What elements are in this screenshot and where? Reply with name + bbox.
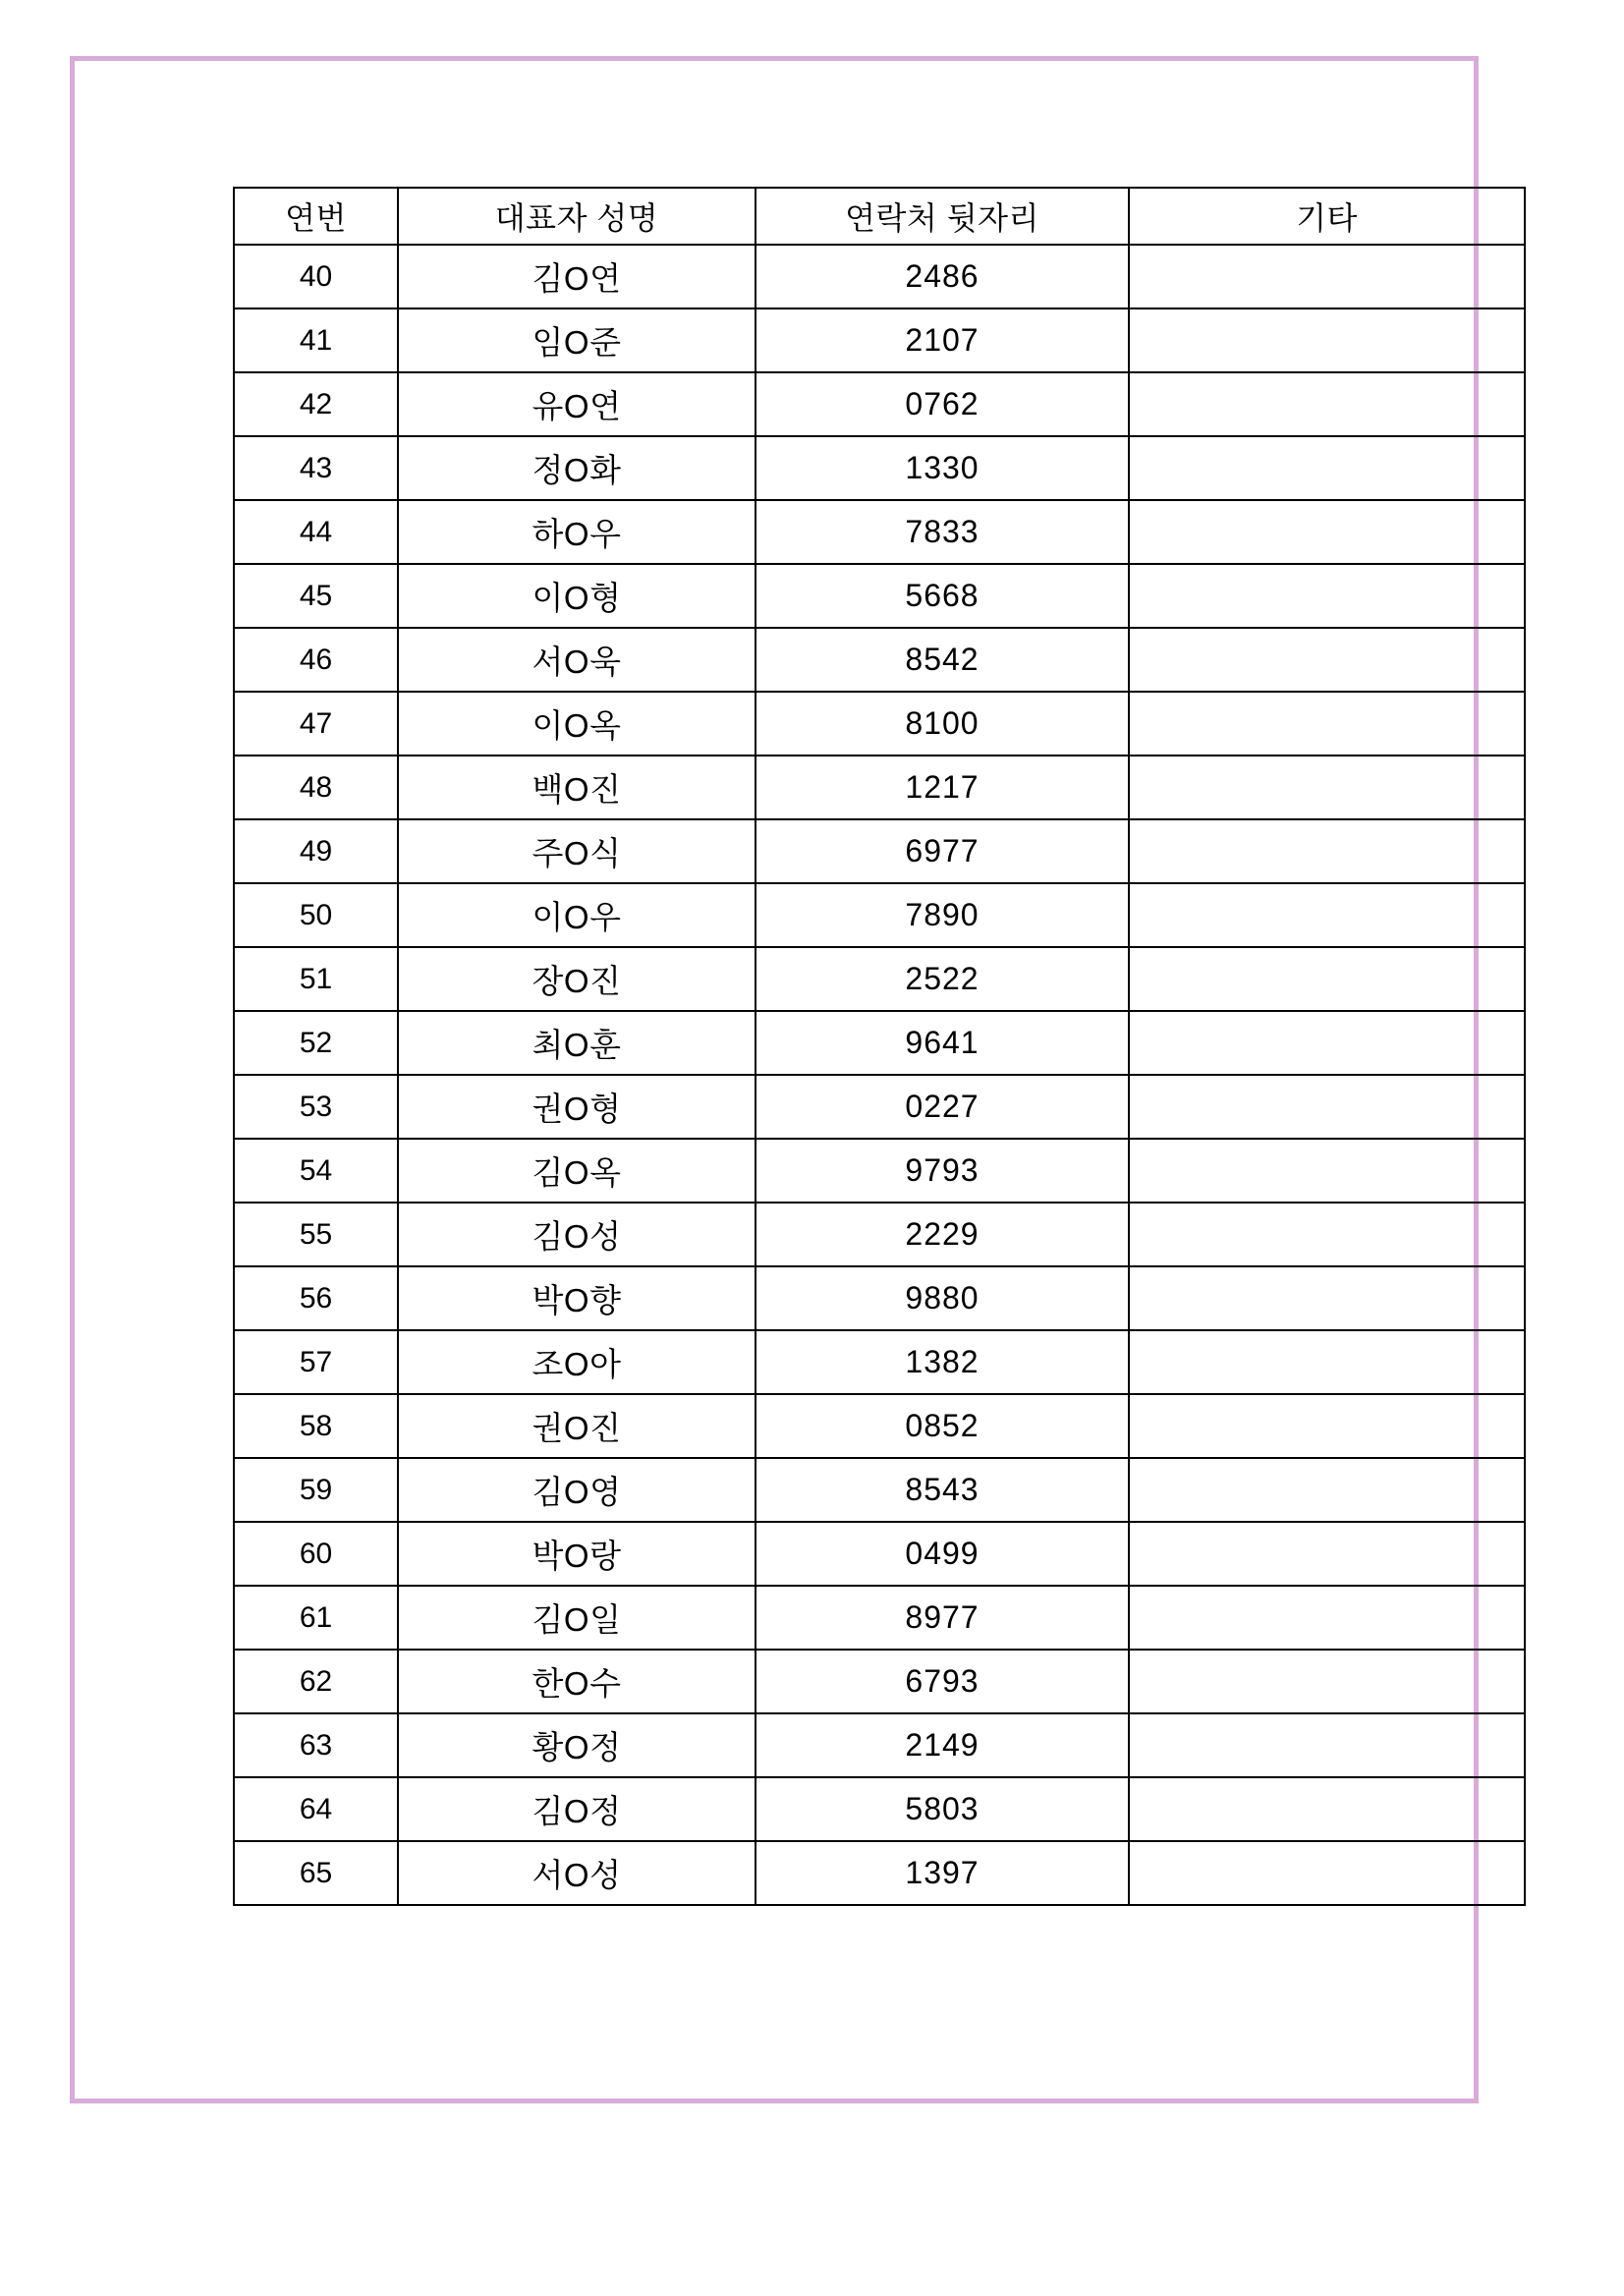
cell-phone: 1330 [756,436,1129,500]
cell-name: 최O훈 [398,1011,756,1075]
table-row [234,1713,1525,1777]
roster-table-container [233,187,1524,1906]
cell-phone: 2149 [756,1713,1129,1777]
cell-etc [1129,819,1525,883]
cell-name: 정O화 [398,436,756,500]
cell-phone: 9641 [756,1011,1129,1075]
table-row [234,1841,1525,1905]
cell-seq: 63 [234,1713,398,1777]
cell-phone: 8977 [756,1586,1129,1650]
cell-phone: 8543 [756,1458,1129,1522]
cell-name: 김O정 [398,1777,756,1841]
cell-etc [1129,883,1525,947]
table-body [234,245,1525,1905]
cell-name: 서O성 [398,1841,756,1905]
table-row [234,692,1525,756]
table-row [234,1203,1525,1266]
cell-name: 박O랑 [398,1522,756,1586]
cell-phone: 1217 [756,756,1129,819]
cell-name: 김O영 [398,1458,756,1522]
cell-seq: 43 [234,436,398,500]
cell-etc [1129,692,1525,756]
cell-etc [1129,1075,1525,1139]
cell-seq: 57 [234,1330,398,1394]
cell-etc [1129,1713,1525,1777]
cell-phone: 8100 [756,692,1129,756]
cell-name: 이O옥 [398,692,756,756]
cell-name: 김O연 [398,245,756,308]
cell-etc [1129,1011,1525,1075]
cell-phone: 6977 [756,819,1129,883]
cell-name: 유O연 [398,372,756,436]
cell-etc [1129,1266,1525,1330]
cell-name: 황O정 [398,1713,756,1777]
cell-phone: 2522 [756,947,1129,1011]
cell-etc [1129,372,1525,436]
cell-seq: 52 [234,1011,398,1075]
cell-seq: 51 [234,947,398,1011]
table-row [234,819,1525,883]
cell-phone: 0762 [756,372,1129,436]
cell-etc [1129,947,1525,1011]
cell-etc [1129,1777,1525,1841]
column-header-seq: 연번 [234,188,398,245]
cell-etc [1129,1203,1525,1266]
cell-name: 김O성 [398,1203,756,1266]
cell-name: 임O준 [398,308,756,372]
cell-seq: 64 [234,1777,398,1841]
table-row [234,245,1525,308]
table-row [234,1266,1525,1330]
cell-seq: 58 [234,1394,398,1458]
cell-seq: 45 [234,564,398,628]
table-row [234,1075,1525,1139]
cell-phone: 2486 [756,245,1129,308]
column-header-name: 대표자 성명 [398,188,756,245]
cell-phone: 0227 [756,1075,1129,1139]
cell-name: 서O욱 [398,628,756,692]
table-row [234,308,1525,372]
cell-seq: 62 [234,1650,398,1713]
table-row [234,500,1525,564]
table-row [234,1522,1525,1586]
cell-seq: 40 [234,245,398,308]
cell-phone: 9880 [756,1266,1129,1330]
cell-etc [1129,1330,1525,1394]
cell-name: 주O식 [398,819,756,883]
cell-etc [1129,1458,1525,1522]
table-row [234,564,1525,628]
cell-name: 조O아 [398,1330,756,1394]
cell-seq: 54 [234,1139,398,1203]
cell-seq: 41 [234,308,398,372]
cell-seq: 61 [234,1586,398,1650]
cell-phone: 5668 [756,564,1129,628]
cell-seq: 50 [234,883,398,947]
table-row [234,1586,1525,1650]
table-row [234,1394,1525,1458]
cell-etc [1129,756,1525,819]
cell-phone: 9793 [756,1139,1129,1203]
table-header-row [234,188,1525,245]
table-header [234,188,1525,245]
column-header-etc: 기타 [1129,188,1525,245]
table-row [234,947,1525,1011]
cell-name: 하O우 [398,500,756,564]
cell-etc [1129,1841,1525,1905]
cell-name: 김O옥 [398,1139,756,1203]
cell-seq: 44 [234,500,398,564]
cell-phone: 7890 [756,883,1129,947]
cell-phone: 0499 [756,1522,1129,1586]
cell-name: 권O형 [398,1075,756,1139]
cell-etc [1129,1139,1525,1203]
cell-seq: 46 [234,628,398,692]
cell-etc [1129,436,1525,500]
cell-name: 백O진 [398,756,756,819]
column-header-phone: 연락처 뒷자리 [756,188,1129,245]
table-row [234,1330,1525,1394]
cell-phone: 5803 [756,1777,1129,1841]
cell-phone: 2229 [756,1203,1129,1266]
cell-phone: 7833 [756,500,1129,564]
cell-name: 이O형 [398,564,756,628]
cell-etc [1129,1394,1525,1458]
table-row [234,1139,1525,1203]
table-row [234,628,1525,692]
cell-seq: 59 [234,1458,398,1522]
cell-etc [1129,308,1525,372]
table-row [234,1458,1525,1522]
table-row [234,883,1525,947]
cell-etc [1129,1522,1525,1586]
cell-seq: 48 [234,756,398,819]
cell-etc [1129,628,1525,692]
cell-seq: 53 [234,1075,398,1139]
cell-seq: 65 [234,1841,398,1905]
cell-seq: 49 [234,819,398,883]
cell-name: 박O향 [398,1266,756,1330]
cell-etc [1129,1650,1525,1713]
cell-phone: 6793 [756,1650,1129,1713]
cell-seq: 56 [234,1266,398,1330]
cell-name: 한O수 [398,1650,756,1713]
cell-etc [1129,245,1525,308]
table-row [234,756,1525,819]
table-row [234,1011,1525,1075]
cell-phone: 1397 [756,1841,1129,1905]
cell-seq: 55 [234,1203,398,1266]
cell-phone: 1382 [756,1330,1129,1394]
cell-name: 장O진 [398,947,756,1011]
cell-etc [1129,1586,1525,1650]
cell-phone: 8542 [756,628,1129,692]
cell-seq: 42 [234,372,398,436]
cell-etc [1129,564,1525,628]
cell-name: 권O진 [398,1394,756,1458]
table-row [234,372,1525,436]
cell-name: 이O우 [398,883,756,947]
cell-seq: 60 [234,1522,398,1586]
table-row [234,1650,1525,1713]
cell-etc [1129,500,1525,564]
table-row [234,436,1525,500]
table-row [234,1777,1525,1841]
cell-phone: 2107 [756,308,1129,372]
cell-seq: 47 [234,692,398,756]
cell-name: 김O일 [398,1586,756,1650]
page-border-frame [70,56,1479,2103]
roster-table [233,187,1526,1906]
cell-phone: 0852 [756,1394,1129,1458]
